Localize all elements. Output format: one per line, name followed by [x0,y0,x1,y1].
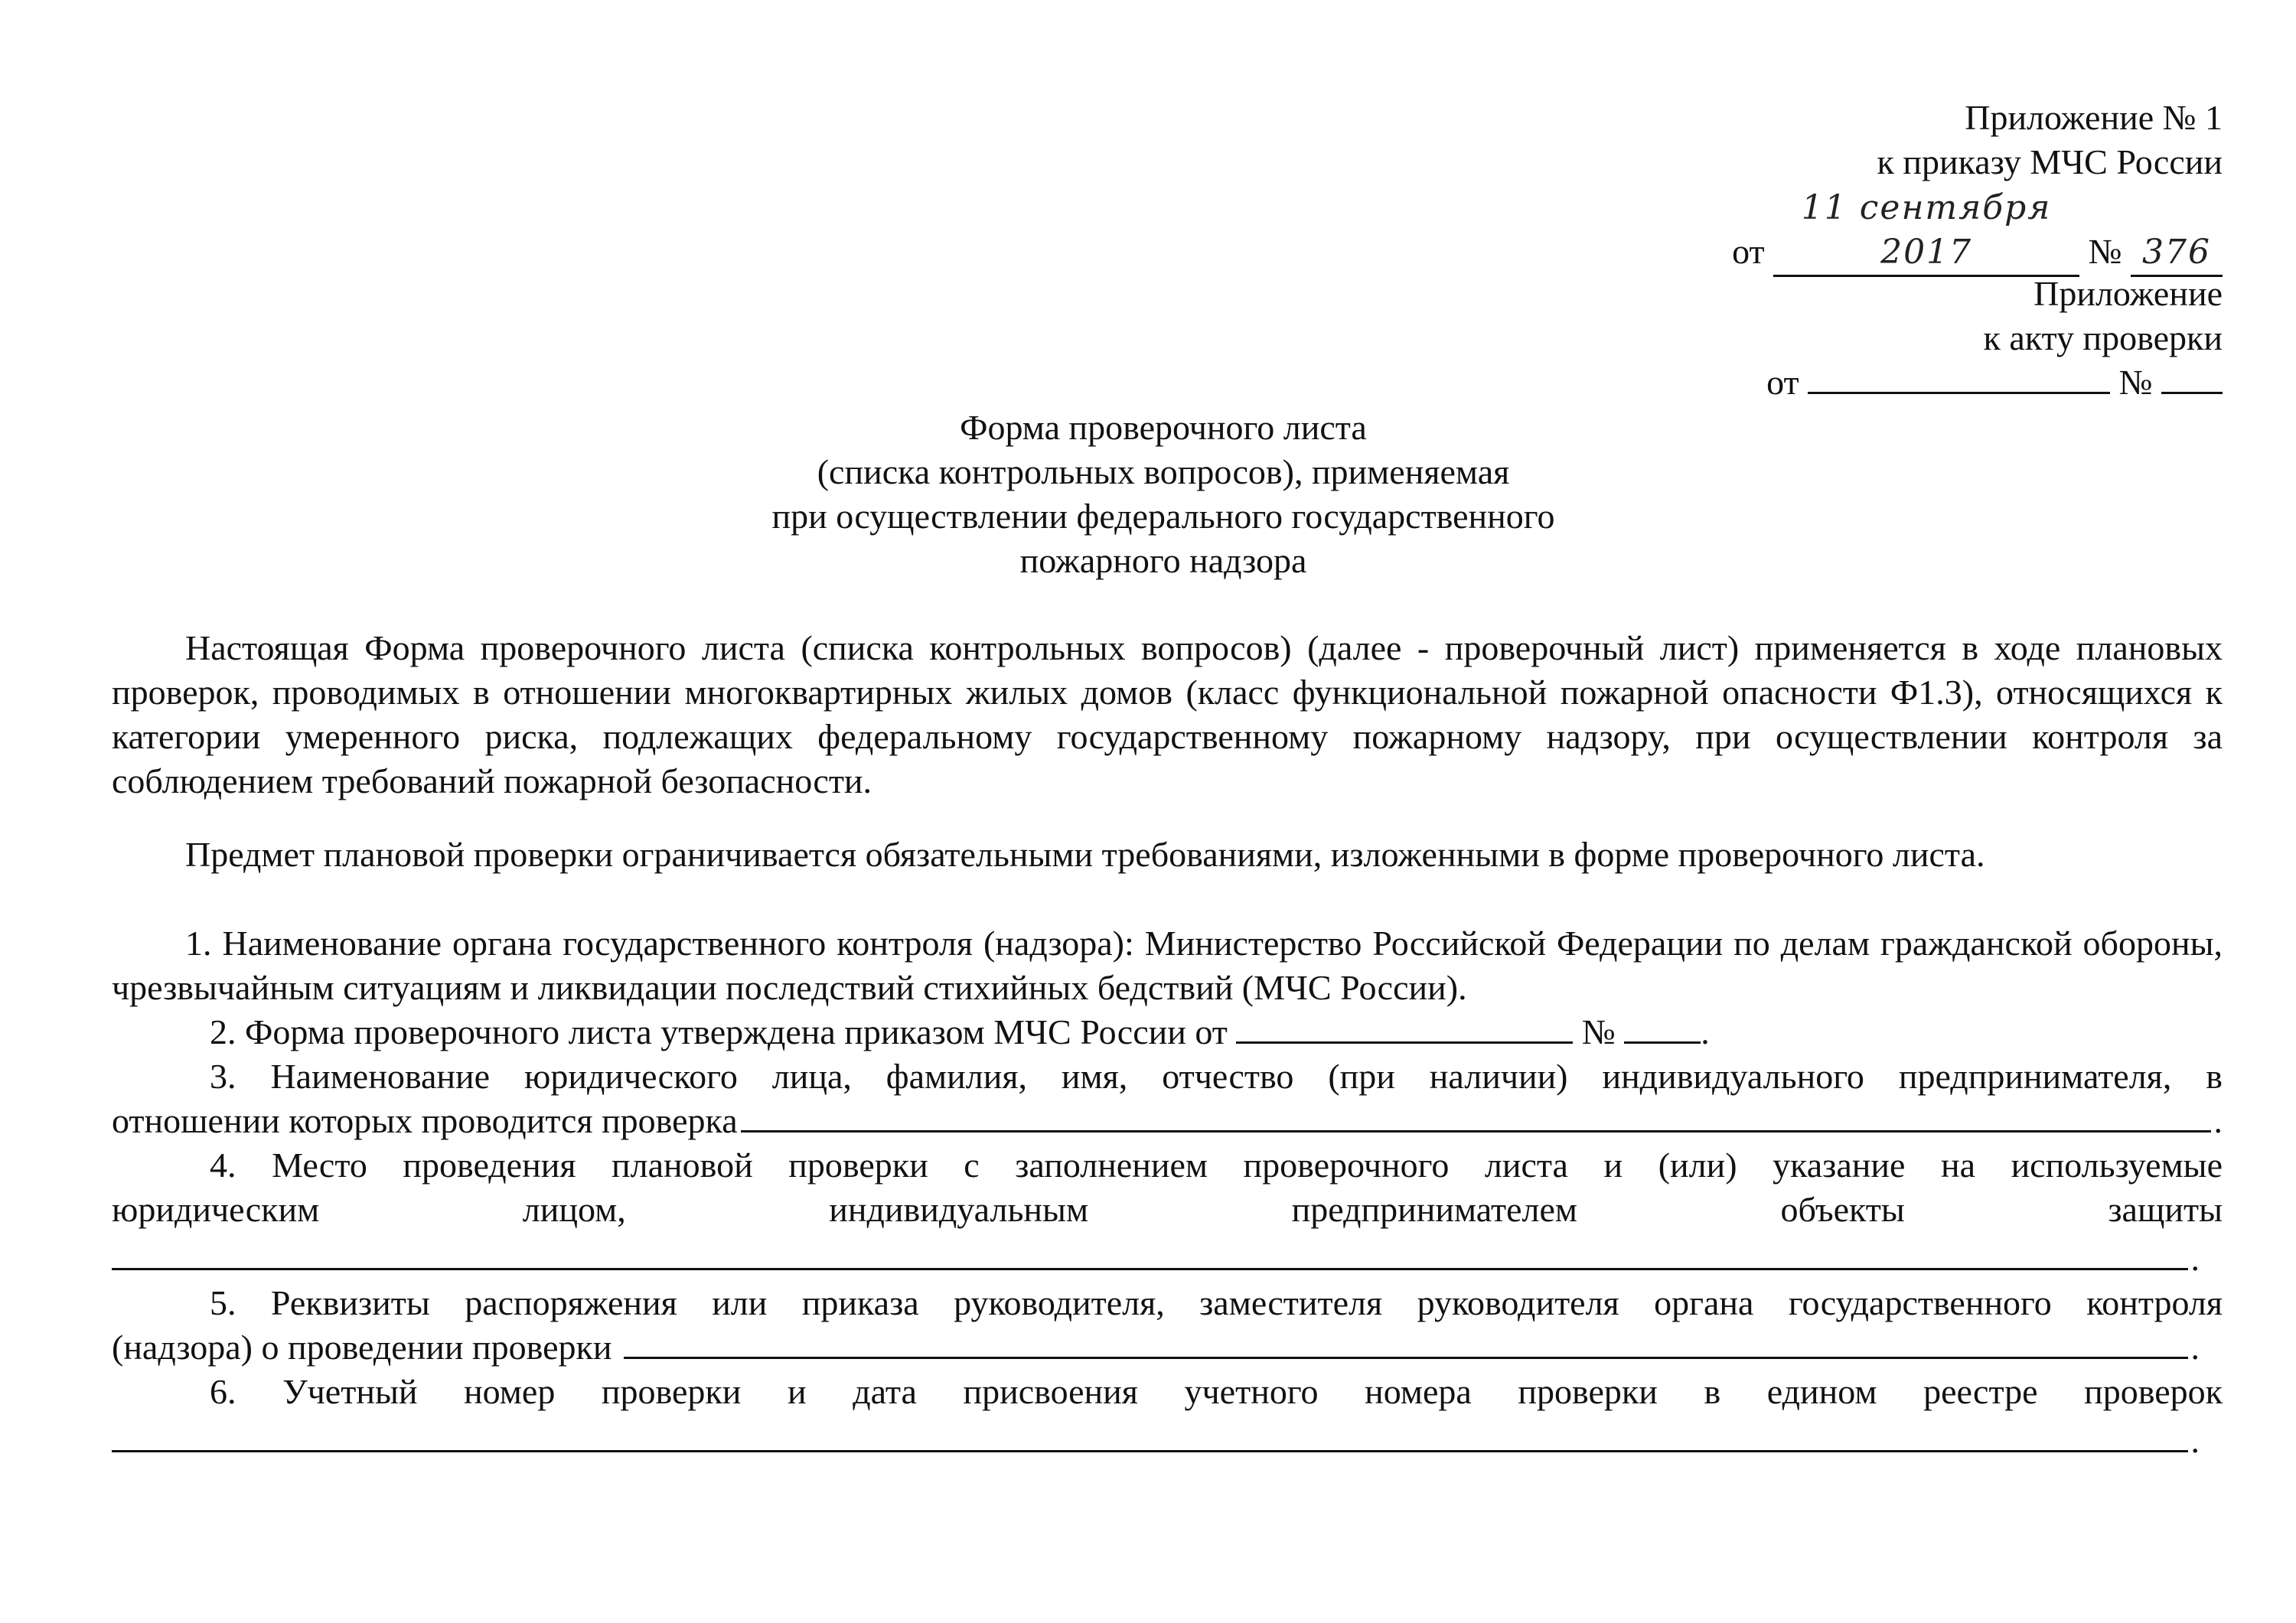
number-label: № [1573,1012,1625,1051]
item-4-line2: юридическим лицом, индивидуальным предпринимателем объекты защиты [112,1190,2223,1229]
form-title [0,406,2296,583]
item-5-text: (надзора) о проведении проверки [112,1328,621,1367]
order-appendix-header [1732,96,2223,277]
item-6-line2 [112,1419,2223,1463]
act-appendix-header [1766,272,2223,405]
entity-name-blank [741,1100,2211,1133]
number-blank [2161,361,2223,394]
item-3-line2 [112,1099,2223,1143]
order-number-blank [1624,1011,1701,1044]
item-3-text: отношении которых проводится проверка [112,1101,738,1140]
from-label: от [1766,363,1799,402]
title-line: при осуществлении федерального государственного [771,497,1555,536]
item-5-line2 [112,1325,2223,1370]
intro-paragraph: Настоящая Форма проверочного листа (списка контрольных вопросов) (далее - проверочный лист) применяется в ходе плановых проверок, проводимых в отношении многоквартирных жилых домов (класс функциональной пожарной опасности Ф1.3), относящихся к категории умеренного риска, подлежащих федеральному государственному пожарному надзору, при осуществлении контроля за соблюдением требований пожарной безопасности. [112,628,2223,800]
item-2 [112,1010,2223,1054]
date-blank [1808,361,2110,394]
item-4-line3 [112,1237,2223,1281]
order-date-blank [1236,1011,1573,1044]
number-label: № [2088,232,2122,271]
period: . [2190,1421,2200,1460]
item-5-line1: 5. Реквизиты распоряжения или приказа руководителя, заместителя руководителя органа государственного контроля [210,1283,2223,1322]
order-reference: к приказу МЧС России [1877,142,2223,181]
item-3-line1: 3. Наименование юридического лица, фамилия, имя, отчество (при наличии) индивидуального предпринимателя, в [210,1057,2223,1096]
act-appendix-label: Приложение [2033,274,2223,313]
location-blank [112,1237,2188,1270]
item-2-text: 2. Форма проверочного листа утверждена приказом МЧС России от [210,1012,1237,1051]
act-reference: к акту проверки [1983,318,2223,357]
title-line: Форма проверочного листа [960,408,1367,447]
period: . [2190,1239,2200,1278]
number-label: № [2118,363,2153,402]
period: . [2190,1328,2200,1367]
period: . [2213,1101,2223,1140]
registry-number-blank [112,1419,2188,1452]
handwritten-number: 376 [2131,230,2223,277]
from-label: от [1732,232,1765,271]
scope-paragraph: Предмет плановой проверки ограничивается обязательными требованиями, изложенными в форме проверочного листа. [185,835,1985,874]
order-date-line [1732,186,2223,277]
order-details-blank [624,1326,2188,1359]
handwritten-date: 11 сентября 2017 [1773,186,2079,277]
period: . [1701,1012,1710,1051]
item-1: 1. Наименование органа государственного контроля (надзора): Министерство Российской Федерации по делам гражданской обороны, чрезвычайным ситуациям и ликвидации последствий стихийных бедствий (МЧС России). [112,924,2223,1007]
item-6-line1: 6. Учетный номер проверки и дата присвоения учетного номера проверки в едином реестре проверок [210,1372,2223,1411]
title-line: пожарного надзора [1019,541,1307,580]
checklist-items [112,921,2223,1463]
title-line: (списка контрольных вопросов), применяемая [817,452,1510,491]
item-4-line1: 4. Место проведения плановой проверки с заполнением проверочного листа и (или) указание на используемые [210,1146,2223,1185]
act-date-line [1766,360,2223,405]
appendix-number: Приложение № 1 [1965,98,2223,137]
